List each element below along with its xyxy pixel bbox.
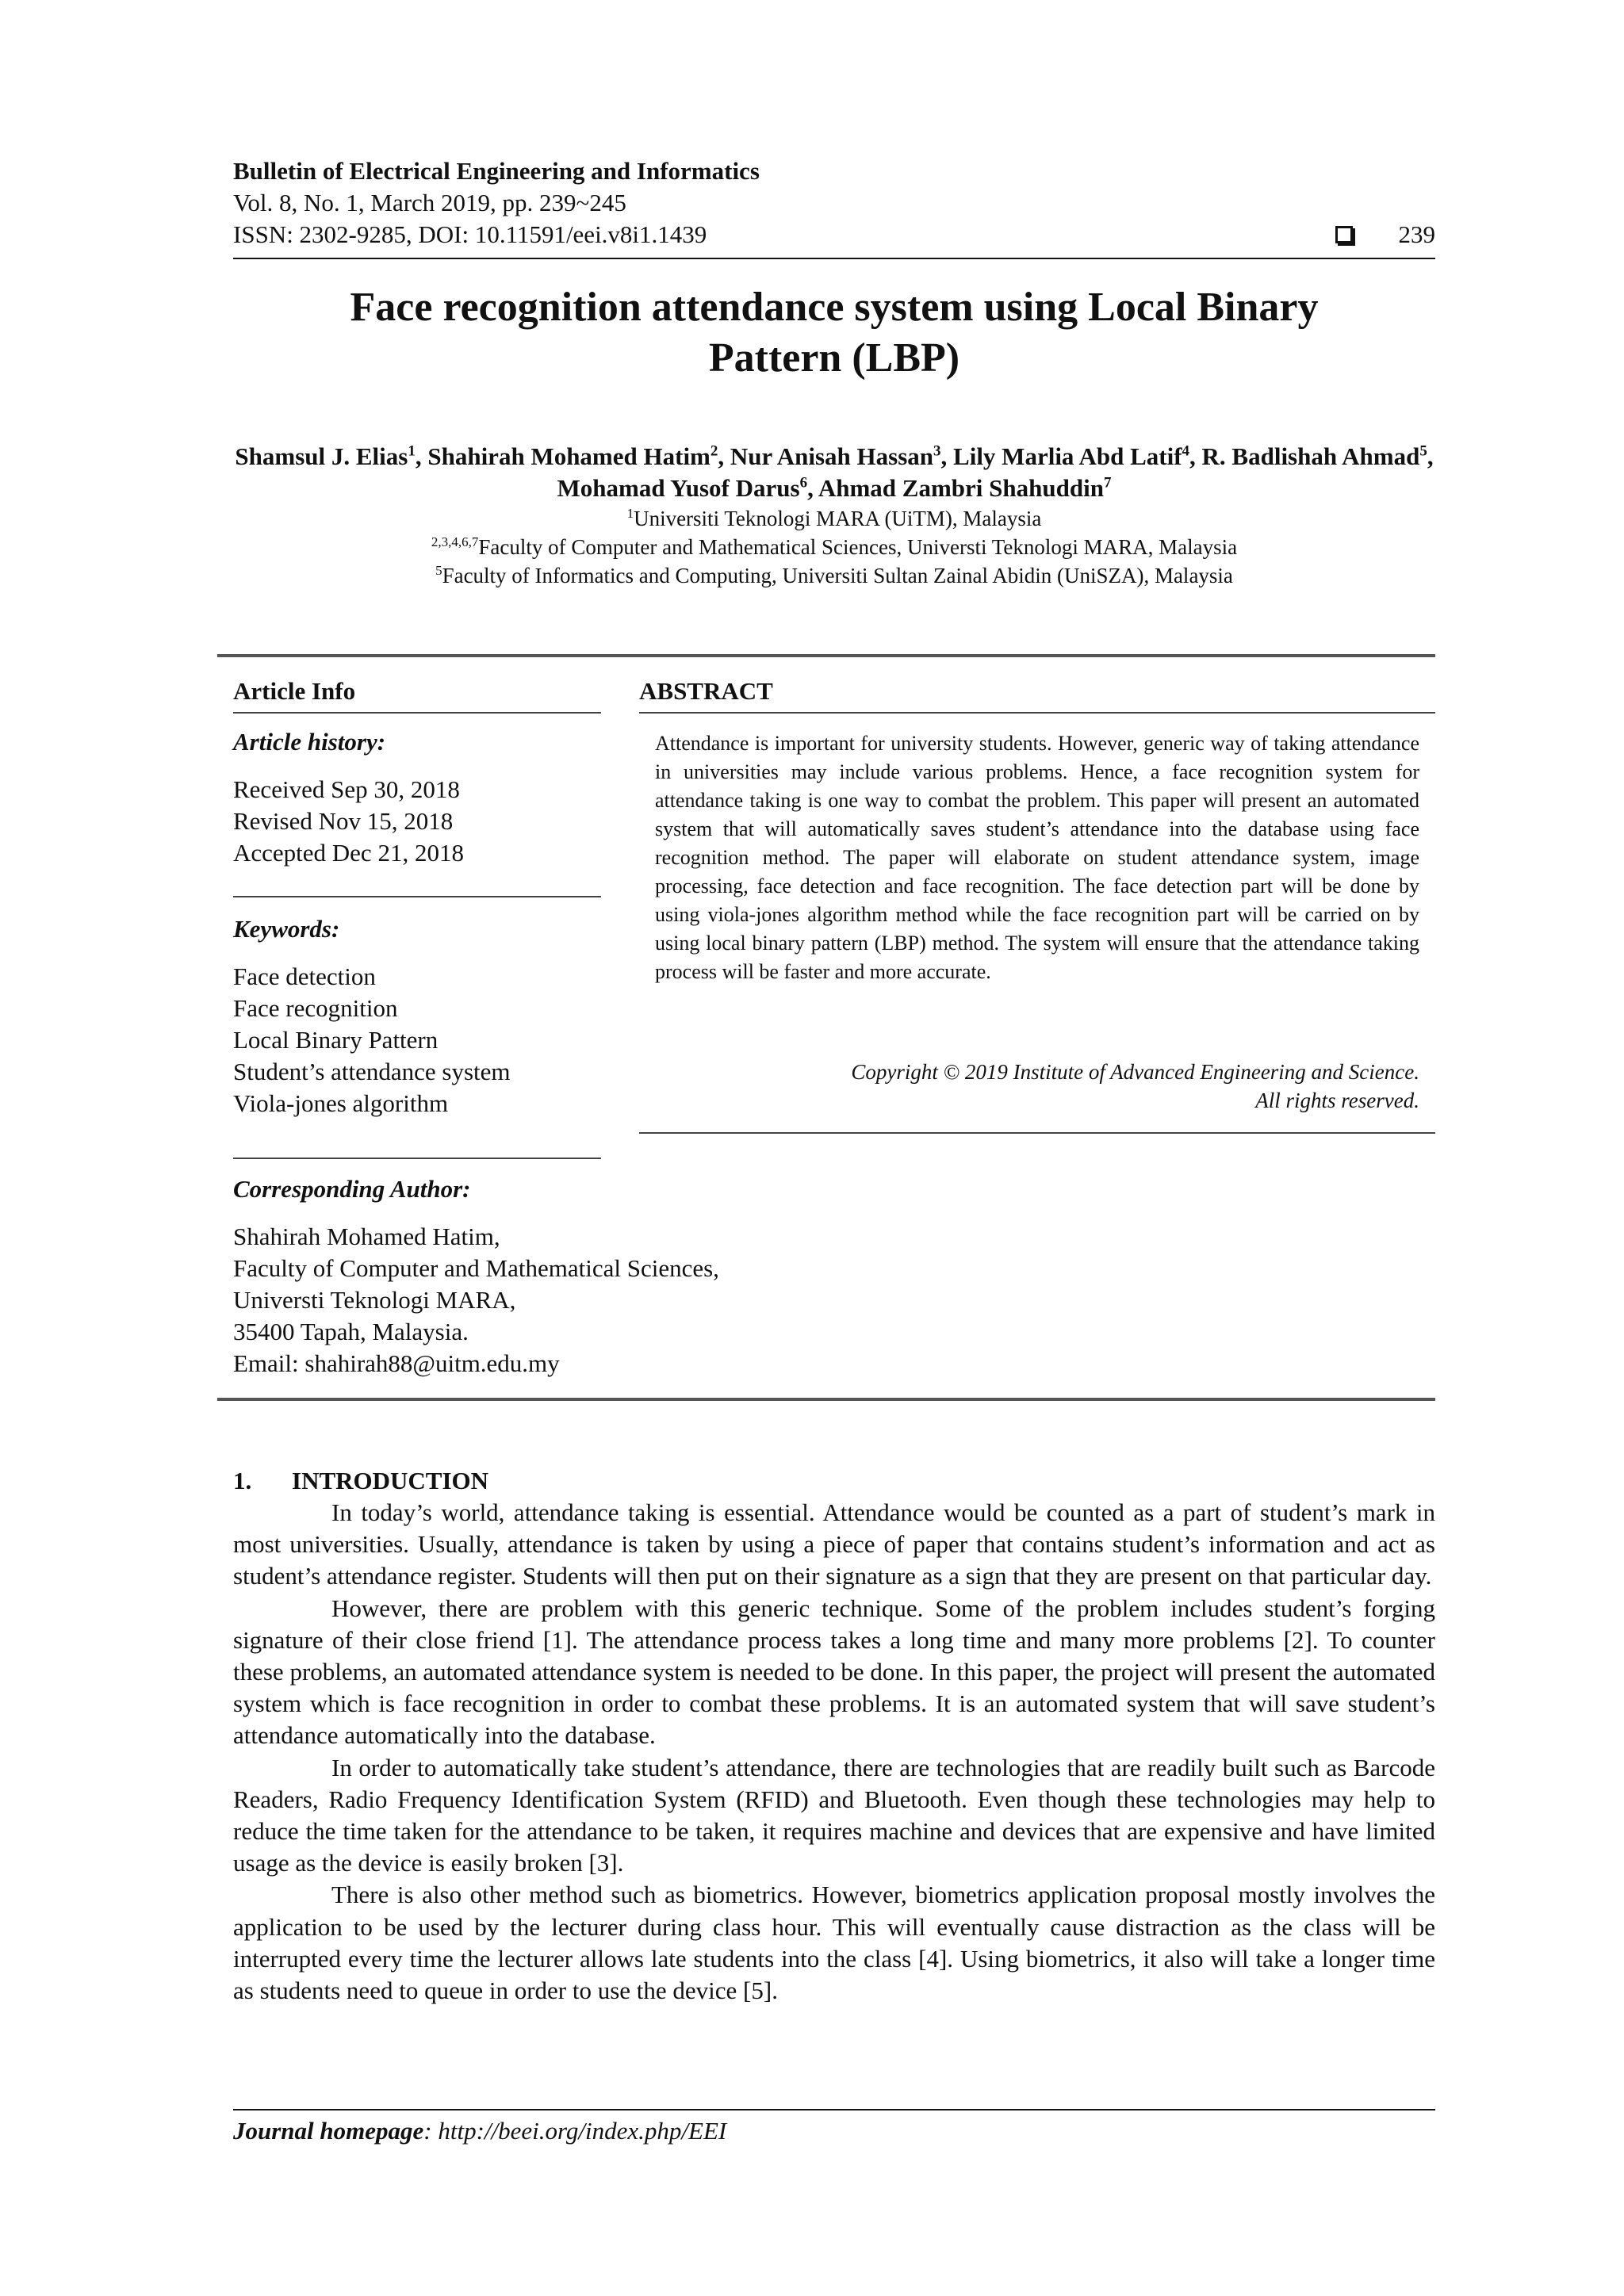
article-info-heading: Article Info: [233, 677, 356, 705]
section-title: INTRODUCTION: [292, 1467, 489, 1494]
corresponding-details: [233, 1221, 1026, 1380]
keyword-list: [233, 961, 601, 1119]
keyword: Face recognition: [233, 994, 398, 1022]
abstract-bottom-rule: [639, 1132, 1435, 1134]
abstract-heading: ABSTRACT: [639, 677, 773, 705]
author-sup: 1: [408, 442, 416, 460]
keyword: Face detection: [233, 962, 376, 990]
author-sup: 6: [799, 474, 808, 492]
affiliation: [233, 504, 1435, 533]
paragraph: In order to automatically take student’s attendance, there are technologies that are readily built such as Barcode Readers, Radio Frequency Identification System (RFID) and Bluetooth. Even though these technologies may help to reduce the time taken for the attendance to be taken, it requires machine and devices that are expensive and have limited usage as the device is easily broken [3].: [233, 1753, 1435, 1877]
corresponding-author: [233, 1173, 1026, 1380]
corresponding-faculty: Faculty of Computer and Mathematical Sciences,: [233, 1254, 719, 1282]
paragraph: However, there are problem with this generic technique. Some of the problem includes student’s forging signature of their close friend [1]. The attendance process takes a long time and many more problems [2]. To counter these problems, an automated attendance system is needed to be done. In this paper, the project will present the automated system which is face recognition in order to combat these problems. It is an automated system that will save student’s attendance automatically into the database.: [233, 1594, 1435, 1750]
keywords-rule: [233, 1158, 601, 1159]
corresponding-name: Shahirah Mohamed Hatim,: [233, 1223, 500, 1250]
article-info-column: [233, 674, 601, 1159]
author-sup: 4: [1182, 442, 1190, 460]
author-sup: 5: [1419, 442, 1427, 460]
journal-issn: ISSN: 2302-9285, DOI: 10.11591/eei.v8i1.1439: [233, 220, 707, 248]
section-heading: [233, 1465, 1435, 1497]
affiliation: [233, 533, 1435, 561]
article-history-heading: Article history:: [233, 728, 386, 756]
received-date: Received Sep 30, 2018: [233, 775, 460, 803]
affiliation-text: Faculty of Computer and Mathematical Sciences, Universti Teknologi MARA, Malaysia: [478, 535, 1238, 559]
corresponding-email: Email: shahirah88@uitm.edu.my: [233, 1349, 560, 1377]
author-name: , R. Badlishah Ahmad: [1189, 442, 1420, 470]
checkbox-square-icon: [1335, 226, 1353, 243]
author-name: , Ahmad Zambri Shahuddin: [807, 474, 1104, 502]
author-name: , Shahirah Mohamed Hatim: [415, 442, 710, 470]
page-number: 239: [1398, 220, 1435, 248]
footer-divider: [233, 2109, 1435, 2110]
abstract-column: [639, 674, 1435, 1134]
paper-title-line2: Pattern (LBP): [708, 335, 960, 381]
introduction-section: [233, 1465, 1435, 2007]
affiliation-text: Universiti Teknologi MARA (UiTM), Malaysia: [634, 507, 1042, 530]
affiliation-sup: 5: [435, 563, 442, 578]
paper-title-line1: Face recognition attendance system using Local Binary: [350, 285, 1319, 330]
info-box-bottom-rule: [217, 1398, 1435, 1401]
section-number: 1.: [233, 1467, 252, 1494]
author-name: , Lily Marlia Abd Latif: [940, 442, 1182, 470]
author-sup: 2: [710, 442, 718, 460]
history-rule: [233, 896, 601, 897]
keywords-heading: Keywords:: [233, 915, 340, 943]
corresponding-heading: Corresponding Author:: [233, 1175, 471, 1203]
info-box-top-rule: [217, 654, 1435, 657]
copyright-line1: Copyright © 2019 Institute of Advanced Engineering and Science.: [851, 1060, 1419, 1084]
affiliation-text: Faculty of Informatics and Computing, Universiti Sultan Zainal Abidin (UniSZA), Malaysia: [442, 564, 1233, 587]
keyword: Local Binary Pattern: [233, 1026, 439, 1054]
keyword: Student’s attendance system: [233, 1058, 511, 1085]
author-list: [233, 441, 1435, 504]
corresponding-university: Universti Teknologi MARA,: [233, 1286, 516, 1314]
affiliation-sup: 1: [626, 506, 634, 521]
copyright-notice: [639, 1058, 1435, 1115]
affiliation-list: [233, 504, 1435, 590]
paper-title: [233, 282, 1435, 384]
abstract-rule: [639, 712, 1435, 714]
header-divider: [233, 258, 1435, 259]
journal-header: [233, 155, 1435, 251]
author-sup: 3: [933, 442, 941, 460]
copyright-line2: All rights reserved.: [1255, 1089, 1419, 1112]
author-name: Shamsul J. Elias: [235, 442, 408, 470]
paragraph: There is also other method such as biometrics. However, biometrics application proposal mostly involves the application to be used by the lecturer during class hour. This will eventually cause distraction as the class will be interrupted every time the lecturer allows late students into the class [4]. Using biometrics, it also will take a longer time as students need to queue in order to use the device [5].: [233, 1881, 1435, 2005]
corresponding-address: 35400 Tapah, Malaysia.: [233, 1318, 469, 1345]
journal-homepage-link[interactable]: : http://beei.org/index.php/EEI: [423, 2117, 727, 2145]
accepted-date: Accepted Dec 21, 2018: [233, 839, 464, 867]
author-name: , Mohamad Yusof Darus: [557, 442, 1434, 502]
affiliation-sup: 2,3,4,6,7: [431, 534, 479, 549]
author-name: , Nur Anisah Hassan: [718, 442, 934, 470]
header-right: [1335, 219, 1436, 251]
revised-date: Revised Nov 15, 2018: [233, 807, 454, 835]
article-history: [233, 774, 601, 869]
article-info-rule: [233, 712, 601, 714]
footer: [233, 2115, 726, 2147]
journal-volume: Vol. 8, No. 1, March 2019, pp. 239~245: [233, 189, 626, 216]
abstract-text: Attendance is important for university students. However, generic way of taking attendance in universities may include various problems. Hence, a face recognition system for attendance taking is one way to combat the problem. This paper will present an automated system that will automatically saves student’s attendance into the database using face recognition method. The paper will elaborate on student attendance system, image processing, face detection and face recognition. The face detection part will be done by using viola-jones algorithm method while the face recognition part will be carried on by using local binary pattern (LBP) method. The system will ensure that the attendance taking process will be faster and more accurate.: [655, 732, 1419, 983]
journal-name: Bulletin of Electrical Engineering and Informatics: [233, 157, 760, 185]
affiliation: [233, 561, 1435, 590]
author-sup: 7: [1103, 474, 1112, 492]
footer-label: Journal homepage: [233, 2117, 424, 2145]
paragraph: In today’s world, attendance taking is essential. Attendance would be counted as a part of student’s mark in most universities. Usually, attendance is taken by using a piece of paper that contains student’s information and act as student’s attendance register. Students will then put on their signature as a sign that they are present on that particular day.: [233, 1498, 1435, 1590]
keyword: Viola-jones algorithm: [233, 1089, 449, 1117]
